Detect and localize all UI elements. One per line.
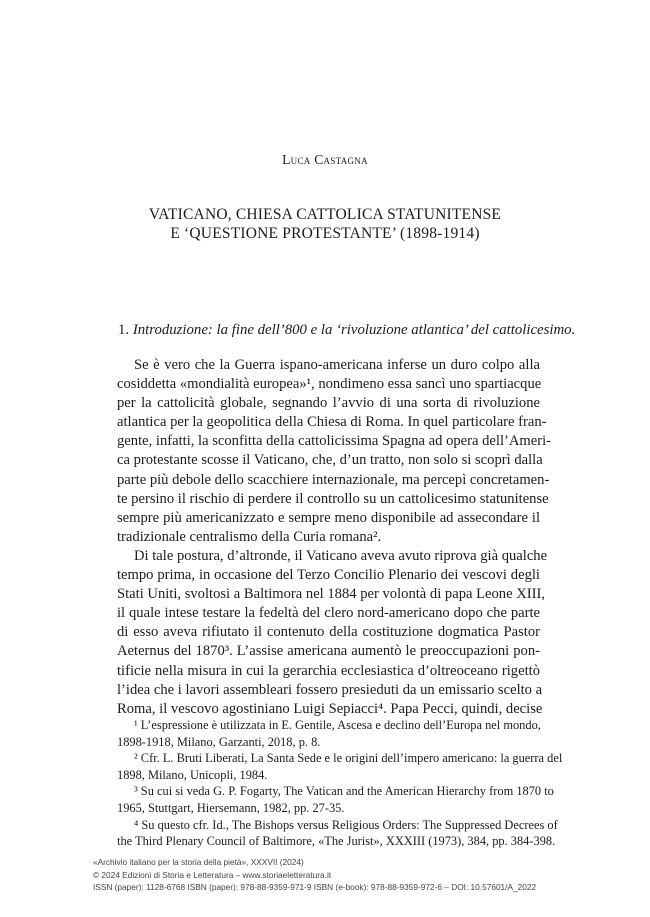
footnote-line: the Third Plenary Council of Baltimore, «The Jurist», XXXIII (1973), 384, pp. 384-398. [117, 834, 556, 849]
colophon [93, 856, 536, 894]
body-line: Di tale postura, d’altronde, il Vaticano aveva avuto riprova già qualche [134, 547, 548, 564]
footnotes [117, 717, 563, 850]
body-line: di esso aveva rifiutato il contenuto della costituzione dogmatica Pastor [117, 624, 540, 641]
footnote-line: 1965, Stuttgart, Hiersemann, 1982, pp. 27-35. [117, 800, 345, 815]
footnote-line: ⁴ Su questo cfr. Id., The Bishops versus Religious Orders: The Suppressed Decrees of [134, 817, 558, 832]
body-line: Aeternus del 1870³. L’assise americana aumentò le preoccupazioni pon- [117, 643, 540, 660]
section-number: 1. [118, 322, 130, 338]
body-line: Stati Uniti, svoltosi a Baltimora nel 1884 per volontà di papa Leone XIII, [117, 586, 545, 603]
footnote-line: ³ Su cui si veda G. P. Fogarty, The Vatican and the American Hierarchy from 1870 to [134, 784, 554, 799]
body-line: atlantica per la geopolitica della Chiesa di Roma. In quel particolare fran- [117, 414, 547, 431]
footnote-line: 1898, Milano, Unicopli, 1984. [117, 767, 268, 782]
author-name: Luca Castagna [282, 152, 368, 167]
body-line: l’idea che i lavori assembleari fossero presieduti da un emissario scelto a [117, 681, 543, 698]
issn-isbn-doi-line: ISSN (paper): 1128-6768 ISBN (paper): 978-88-9359-971-9 ISBN (e-book): 978-88-9359-972-6 – DOI: 10.57601/A_2022 [93, 882, 537, 893]
footnote-line: ² Cfr. L. Bruti Liberati, La Santa Sede e le origini dell’impero americano: la guerra del [134, 751, 563, 766]
body-line: cosiddetta «mondialità europea»¹, nondimeno essa sancì uno spartiacque [117, 376, 542, 393]
section-heading [118, 322, 610, 339]
body-line: per la cattolicità globale, segnando l’avvio di una sorta di rivoluzione [117, 395, 540, 412]
body-line: Se è vero che la Guerra ispano-americana inferse un duro colpo alla [134, 357, 540, 373]
title-line-2: E ‘QUESTIONE PROTESTANTE’ (1898-1914) [170, 225, 480, 242]
body-line: tempo prima, in occasione del Terzo Concilio Plenario dei vescovi degli [117, 567, 540, 584]
footnote-line: 1898-1918, Milano, Garzanti, 2018, p. 8. [117, 734, 321, 749]
title-line-1: VATICANO, CHIESA CATTOLICA STATUNITENSE [148, 206, 502, 223]
copyright-line: © 2024 Edizioni di Storia e Letteratura – www.storiaeletteratura.it [93, 869, 332, 880]
body-line: gente, infatti, la sconfitta della cattolicissima Spagna ad opera dell’Ameri- [117, 433, 552, 450]
body-line: tificie nella misura in cui la gerarchia ecclesiastica d’oltreoceano rigettò [117, 662, 540, 679]
body-line: tradizionale centralismo della Curia romana². [117, 528, 382, 545]
article-title [60, 205, 590, 243]
body-line: Roma, il vescovo agostiniano Luigi Sepiacci⁴. Papa Pecci, quindi, decise [117, 700, 543, 717]
body-line: sempre più americanizzato e sempre meno disponibile ad assecondare il [117, 509, 540, 526]
body-line: ca protestante scosse il Vaticano, che, d’un tratto, non solo si scoprì dalla [117, 452, 543, 469]
footnote-line: ¹ L’espressione è utilizzata in E. Gentile, Ascesa e declino dell’Europa nel mondo, [134, 718, 541, 732]
body-line: te persino il rischio di perdere il controllo su un cattolicesimo statunitense [117, 490, 549, 507]
journal-citation: «Archivio italiano per la storia della pietà», XXXVII (2024) [93, 857, 304, 867]
body-text [117, 356, 552, 719]
section-title: Introduzione: la fine dell’800 e la ‘rivoluzione atlantica’ del cattolicesimo. [132, 322, 576, 338]
body-line: il quale intese testare la fedeltà del clero nord-americano dopo che parte [117, 605, 540, 622]
body-line: parte più debole dello scacchiere internazionale, ma percepì concretamen- [117, 471, 550, 488]
